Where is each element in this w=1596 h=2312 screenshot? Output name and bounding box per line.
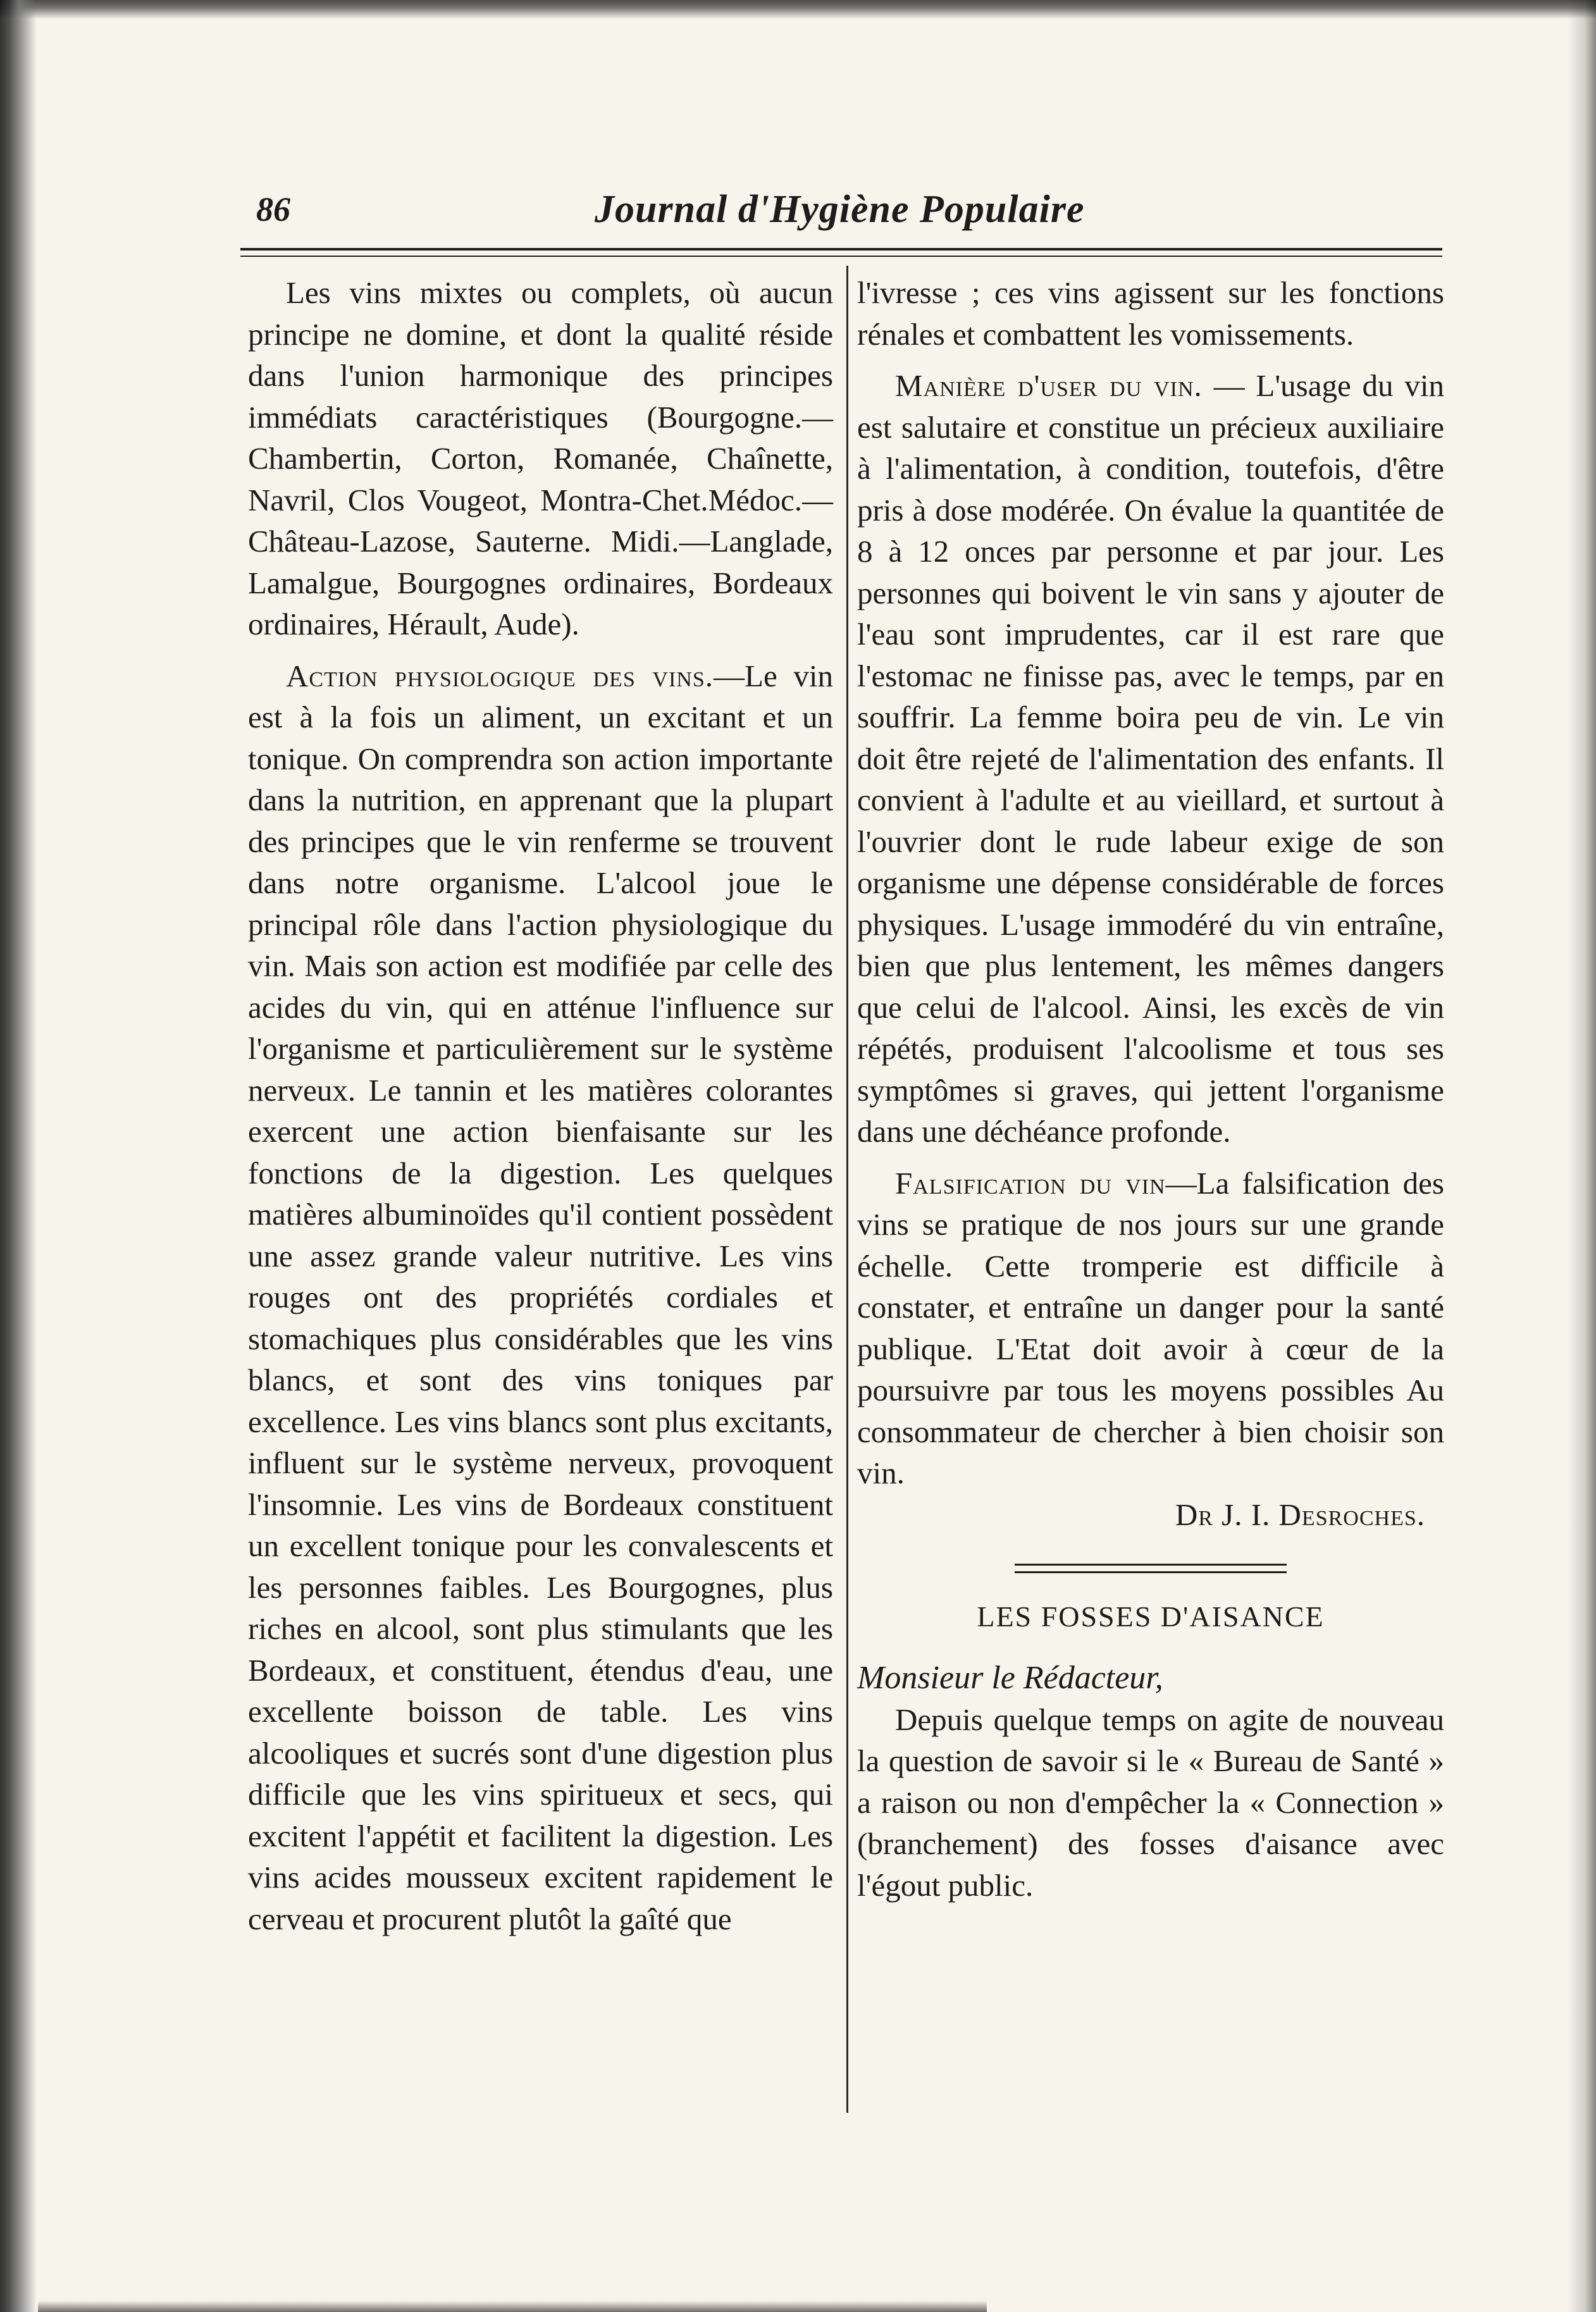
heading-usage: Manière d'user du vin. <box>895 368 1203 403</box>
left-column <box>248 272 833 1939</box>
scan-edge-right <box>1567 0 1596 2312</box>
text-usage: — L'usage du vin est salutaire et constitue un précieux auxiliaire à l'alimentation, à condition, toutefois, d'être pris à dose modérée. On évalue la quantitée de 8 à 12 onces par personne et par jour. Les personnes qui boivent le vin sans y ajouter de l'eau sont imprudentes, car il est rare que l'estomac ne finisse pas, avec le temps, par en souffrir. La femme boira peu de vin. Le vin doit être rejeté de l'alimentation des enfants. Il convient à l'adulte et au vieillard, et surtout à l'ouvrier dont le rude labeur exige de son organisme une dépense considérable de forces physiques. L'usage immodéré du vin entraîne, bien que plus lentement, les mêmes dangers que celui de l'alcool. Ainsi, les excès de vin répétés, produisent l'alcoolisme et tous ses symptômes si graves, qui jettent l'organisme dans une déchéance profonde. <box>857 368 1444 1149</box>
scan-edge-left <box>0 0 37 2312</box>
author-signature: Dr J. I. Desroches. <box>1175 1497 1425 1532</box>
heading-physiological-action: Action physiologique des vins. <box>286 658 714 693</box>
scan-edge-bottom <box>38 2301 987 2312</box>
page-number: 86 <box>256 190 290 228</box>
column-separator <box>846 266 848 2113</box>
paragraph-falsification <box>857 1163 1444 1494</box>
text-physiological-action: —Le vin est à la fois un aliment, un excitant et un tonique. On comprendra son action importante dans la nutrition, en apprenant que la plupart des principes que le vin renferme se trouvent dans notre organisme. L'alcool joue le principal rôle dans l'action physiologique du vin. Mais son action est modifiée par celle des acides du vin, qui en atténue l'influence sur l'organisme et particulièrement sur le système nerveux. Le tannin et les matières colorantes exercent une action bienfaisante sur les fonctions de la digestion. Les quelques matières albuminoïdes qu'il contient possèdent une assez grande valeur nutritive. Les vins rouges ont des propriétés cordiales et stomachiques plus considérables que les vins blancs, et sont des vins toniques par excellence. Les vins blancs sont plus excitants, influent sur le système nerveux, provoquent l'insomnie. Les vins de Bordeaux constituent un excellent tonique pour les convalescents et les personnes faibles. Les Bourgognes, plus riches en alcool, sont plus stimulants que les Bordeaux, et constituent, étendus d'eau, une excellente boisson de table. Les vins alcooliques et sucrés sont d'une digestion plus difficile que les vins spiritueux et secs, qui excitent l'appétit et facilitent la digestion. Les vins acides mousseux excitent rapidement le cerveau et procurent plutôt la gaîté que <box>248 658 833 1936</box>
heading-falsification: Falsification du vin <box>895 1165 1166 1201</box>
right-column <box>857 272 1444 1906</box>
section-title: LES FOSSES D'AISANCE <box>977 1600 1325 1633</box>
paragraph-continuation: l'ivresse ; ces vins agissent sur les fonctions rénales et combattent les vomissements. <box>857 275 1444 352</box>
scan-edge-top <box>0 0 1596 19</box>
paragraph-usage <box>857 365 1444 1153</box>
paragraph-physiological-action <box>248 655 833 1940</box>
header-rule-thin <box>240 256 1442 257</box>
header-rule-thick <box>240 248 1442 250</box>
text-falsification: —La falsification des vins se pratique de nos jours sur une grande échelle. Cette tromperie est difficile à constater, et entraîne un danger pour la santé publique. L'Etat doit avoir à cœur de la poursuivre par tous les moyens possibles Au consommateur de chercher à bien choisir son vin. <box>857 1165 1444 1490</box>
paragraph-mixed-wines: Les vins mixtes ou complets, où aucun principe ne domine, et dont la qualité réside dans l'union harmonique des principes immédiats caractéristiques (Bourgogne.—Chambertin, Corton, Romanée, Chaînette, Navril, Clos Vougeot, Montra-Chet.Médoc.—Château-Lazose, Sauterne. Midi.—Langlade, Lamalgue, Bourgognes ordinaires, Bordeaux ordinaires, Hérault, Aude). <box>248 275 833 641</box>
running-head: Journal d'Hygiène Populaire <box>595 188 1085 231</box>
letter-salutation: Monsieur le Rédacteur, <box>857 1659 1163 1696</box>
section-divider <box>1015 1564 1287 1573</box>
paragraph-fosses: Depuis quelque temps on agite de nouveau la question de savoir si le « Bureau de Santé » a raison ou non d'empêcher la « Connection » (branchement) des fosses d'aisance avec l'égout public. <box>857 1702 1444 1903</box>
